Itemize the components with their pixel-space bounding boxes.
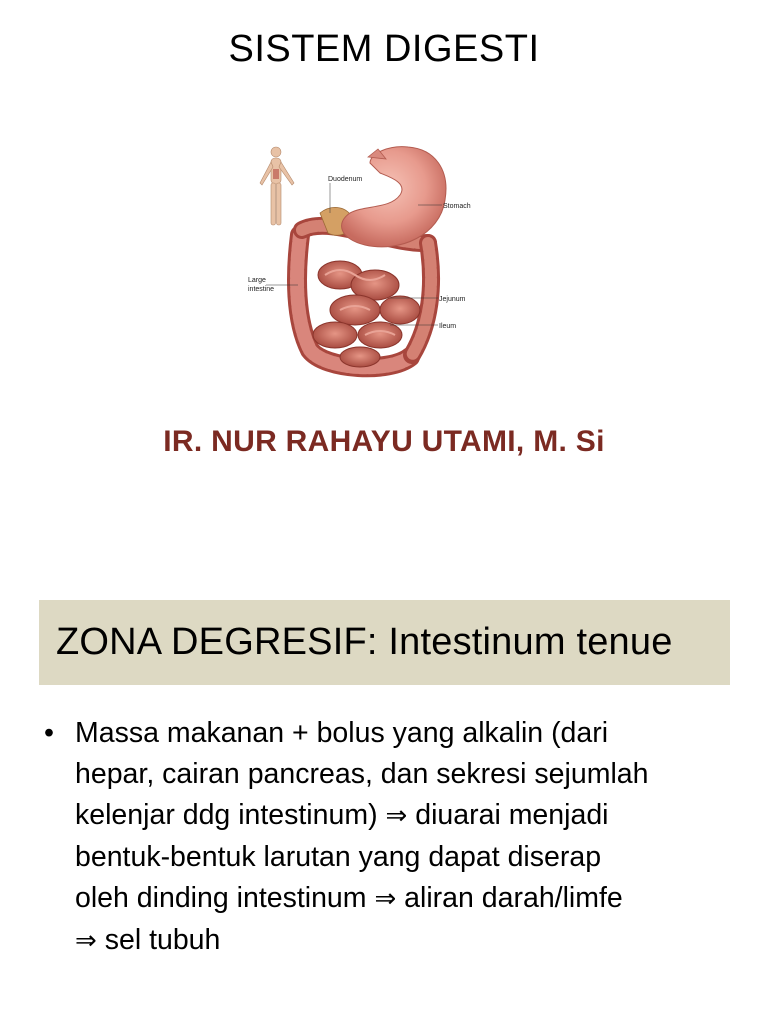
text-line-1: Massa makanan + bolus yang alkalin (dari <box>75 717 609 749</box>
stomach <box>342 147 446 247</box>
label-stomach: Stomach <box>443 203 471 210</box>
bullet-text <box>75 713 724 962</box>
label-large-intestine-1: Large <box>248 277 266 284</box>
bullet-list <box>44 713 724 962</box>
section-banner <box>39 600 730 685</box>
text-line-2: hepar, cairan pancreas, dan sekresi sejumlah <box>75 758 649 790</box>
text-line-6: ⇒ sel tubuh <box>75 924 221 956</box>
label-ileum: Ileum <box>439 323 457 330</box>
implies-arrow-icon: ⇒ <box>385 801 408 831</box>
label-large-intestine-2: intestine <box>248 286 275 293</box>
human-figure-icon <box>260 147 294 225</box>
text-line-4: bentuk-bentuk larutan yang dapat diserap <box>75 841 602 873</box>
text-line-5: oleh dinding intestinum ⇒ aliran darah/limfe <box>75 882 623 914</box>
slide-title: SISTEM DIGESTI <box>228 28 540 70</box>
section-heading: ZONA DEGRESIF: Intestinum tenue <box>56 621 673 663</box>
bullet-marker: • <box>44 717 54 749</box>
author-name: IR. NUR RAHAYU UTAMI, M. Si <box>163 425 605 458</box>
label-duodenum: Duodenum <box>328 176 363 183</box>
digestive-system-illustration <box>240 135 480 385</box>
implies-arrow-icon: ⇒ <box>75 926 97 956</box>
implies-arrow-icon: ⇒ <box>374 884 397 914</box>
text-line-3: kelenjar ddg intestinum) ⇒ diuarai menjadi <box>75 799 609 831</box>
label-jejunum: Jejunum <box>439 296 466 303</box>
